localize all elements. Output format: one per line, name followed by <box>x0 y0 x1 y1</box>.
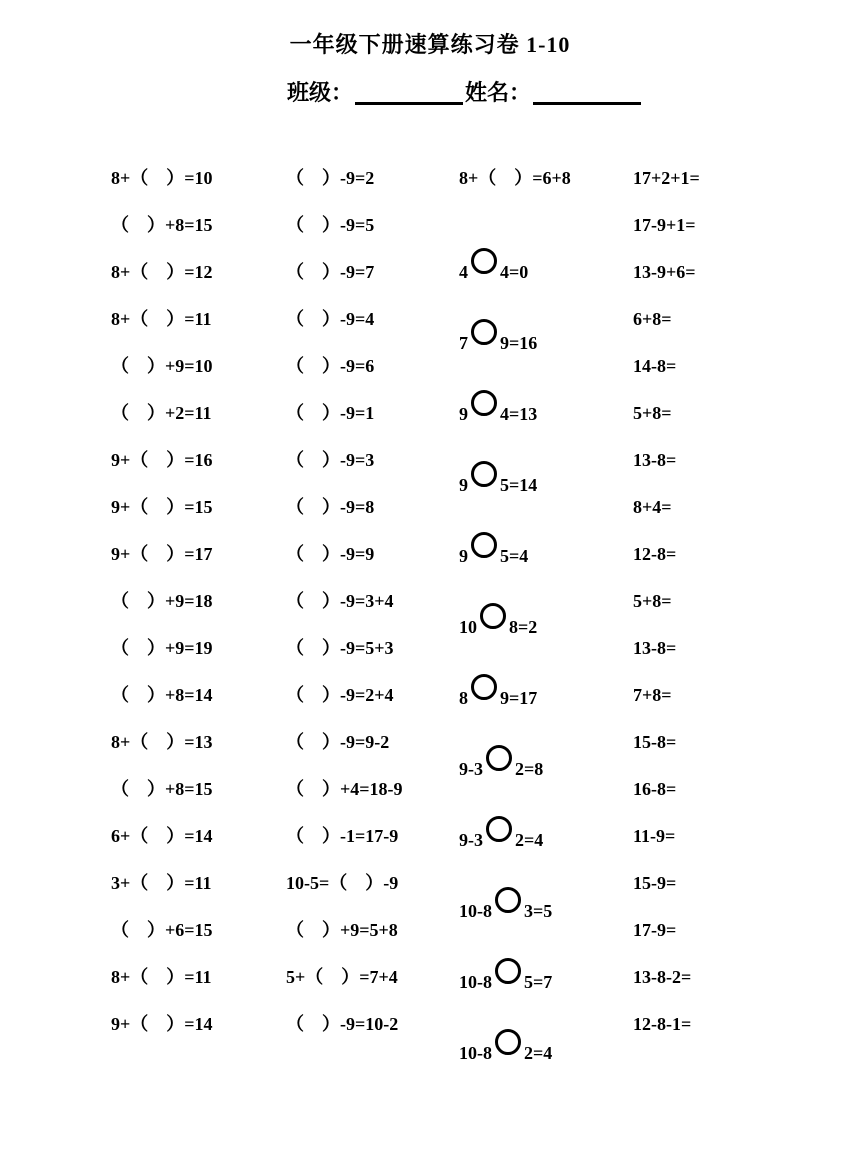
compare-item <box>459 284 629 355</box>
problem-item: （ ）+9=10 <box>111 356 213 376</box>
compare-left: 9 <box>459 404 468 424</box>
problem-item: 12-8= <box>633 544 677 564</box>
problem-item: 15-8= <box>633 732 677 752</box>
operator-circle[interactable] <box>495 887 521 913</box>
problem-item: 7+8= <box>633 685 672 705</box>
compare-left: 10-8 <box>459 901 492 921</box>
problem-item: （ ）+8=14 <box>111 685 213 705</box>
problem-item: 13-8-2= <box>633 967 692 987</box>
problem-item: （ ）-9=5 <box>286 215 375 235</box>
problem-item: （ ）-9=3+4 <box>286 591 394 611</box>
problem-item: （ ）-9=10-2 <box>286 1014 399 1034</box>
compare-item <box>459 923 629 994</box>
operator-circle[interactable] <box>486 816 512 842</box>
name-blank[interactable] <box>533 80 641 105</box>
problem-item: 9+（ ）=14 <box>111 1014 213 1034</box>
compare-item <box>459 426 629 497</box>
compare-item <box>459 994 629 1065</box>
problem-item: （ ）+4=18-9 <box>286 779 403 799</box>
compare-item <box>459 568 629 639</box>
compare-right: 2=4 <box>515 830 544 850</box>
problem-item: 8+（ ）=6+8 <box>459 168 571 188</box>
compare-item <box>459 852 629 923</box>
compare-right: 5=4 <box>500 546 529 566</box>
problem-item: 14-8= <box>633 356 677 376</box>
problem-item: （ ）-9=6 <box>286 356 375 376</box>
problem-item: 15-9= <box>633 873 677 893</box>
compare-left: 9 <box>459 475 468 495</box>
problem-item: 9+（ ）=15 <box>111 497 213 517</box>
compare-item <box>459 781 629 852</box>
problem-item: 8+（ ）=10 <box>111 168 213 188</box>
problem-item: （ ）-1=17-9 <box>286 826 399 846</box>
problem-item: （ ）-9=1 <box>286 403 375 423</box>
problem-item: 3+（ ）=11 <box>111 873 212 893</box>
compare-left: 7 <box>459 333 468 353</box>
compare-right: 4=0 <box>500 262 529 282</box>
operator-circle[interactable] <box>471 461 497 487</box>
problem-item: （ ）+9=5+8 <box>286 920 398 940</box>
compare-left: 10-8 <box>459 972 492 992</box>
problem-item: 6+（ ）=14 <box>111 826 213 846</box>
problem-item: 10-5=（ ）-9 <box>286 873 399 893</box>
problem-item: 8+（ ）=12 <box>111 262 213 282</box>
problem-item: 8+4= <box>633 497 672 517</box>
compare-right: 5=7 <box>524 972 553 992</box>
problem-item: （ ）-9=9 <box>286 544 375 564</box>
compare-right: 2=4 <box>524 1043 553 1063</box>
compare-left: 8 <box>459 688 468 708</box>
problem-item: （ ）+9=18 <box>111 591 213 611</box>
problem-item: 9+（ ）=17 <box>111 544 213 564</box>
problem-item: （ ）-9=9-2 <box>286 732 390 752</box>
problem-item: （ ）-9=3 <box>286 450 375 470</box>
operator-circle[interactable] <box>495 1029 521 1055</box>
operator-circle[interactable] <box>471 390 497 416</box>
problem-item: 5+8= <box>633 591 672 611</box>
compare-item <box>459 639 629 710</box>
problem-item: 17-9= <box>633 920 677 940</box>
compare-right: 3=5 <box>524 901 553 921</box>
operator-circle[interactable] <box>480 603 506 629</box>
problem-item: 11-9= <box>633 826 676 846</box>
operator-circle[interactable] <box>486 745 512 771</box>
compare-item <box>459 710 629 781</box>
compare-right: 5=14 <box>500 475 538 495</box>
problem-item: 8+（ ）=13 <box>111 732 213 752</box>
column-3 <box>459 166 629 1065</box>
compare-left: 9-3 <box>459 830 483 850</box>
problem-item: （ ）-9=8 <box>286 497 375 517</box>
page-title: 一年级下册速算练习卷 1-10 <box>289 32 571 57</box>
problem-item: 13-8= <box>633 638 677 658</box>
problem-item: （ ）-9=5+3 <box>286 638 394 658</box>
problem-item: （ ）-9=7 <box>286 262 375 282</box>
operator-circle[interactable] <box>471 319 497 345</box>
problem-item: （ ）+9=19 <box>111 638 213 658</box>
column-1 <box>111 166 281 1059</box>
problem-item: （ ）-9=2+4 <box>286 685 394 705</box>
problem-item: 5+8= <box>633 403 672 423</box>
problem-item: 8+（ ）=11 <box>111 309 212 329</box>
compare-right: 2=8 <box>515 759 544 779</box>
problem-item: （ ）+8=15 <box>111 215 213 235</box>
problem-item: （ ）+8=15 <box>111 779 213 799</box>
operator-circle[interactable] <box>495 958 521 984</box>
problem-item: （ ）-9=4 <box>286 309 375 329</box>
student-info <box>287 76 643 107</box>
name-label: 姓名： <box>465 80 532 105</box>
problem-item: 6+8= <box>633 309 672 329</box>
compare-right: 8=2 <box>509 617 538 637</box>
problem-item: 8+（ ）=11 <box>111 967 212 987</box>
compare-left: 9-3 <box>459 759 483 779</box>
column-4 <box>633 166 803 1059</box>
problem-item: 13-8= <box>633 450 677 470</box>
problem-item: 17+2+1= <box>633 168 700 188</box>
compare-right: 4=13 <box>500 404 538 424</box>
problem-item: 17-9+1= <box>633 215 696 235</box>
class-label: 班级： <box>287 80 354 105</box>
problem-item: 12-8-1= <box>633 1014 692 1034</box>
operator-circle[interactable] <box>471 532 497 558</box>
operator-circle[interactable] <box>471 674 497 700</box>
problem-item: （ ）+2=11 <box>111 403 212 423</box>
compare-left: 10-8 <box>459 1043 492 1063</box>
problem-item: 16-8= <box>633 779 677 799</box>
problem-item: 5+（ ）=7+4 <box>286 967 398 987</box>
compare-right: 9=16 <box>500 333 538 353</box>
column-2 <box>286 166 456 1059</box>
problem-item: （ ）-9=2 <box>286 168 375 188</box>
operator-circle[interactable] <box>471 248 497 274</box>
class-blank[interactable] <box>355 80 463 105</box>
compare-item <box>459 355 629 426</box>
compare-item <box>459 497 629 568</box>
compare-right: 9=17 <box>500 688 538 708</box>
compare-left: 10 <box>459 617 477 637</box>
problem-item: 13-9+6= <box>633 262 696 282</box>
compare-left: 9 <box>459 546 468 566</box>
problem-item: 9+（ ）=16 <box>111 450 213 470</box>
compare-left: 4 <box>459 262 468 282</box>
compare-item <box>459 213 629 284</box>
problem-item: （ ）+6=15 <box>111 920 213 940</box>
